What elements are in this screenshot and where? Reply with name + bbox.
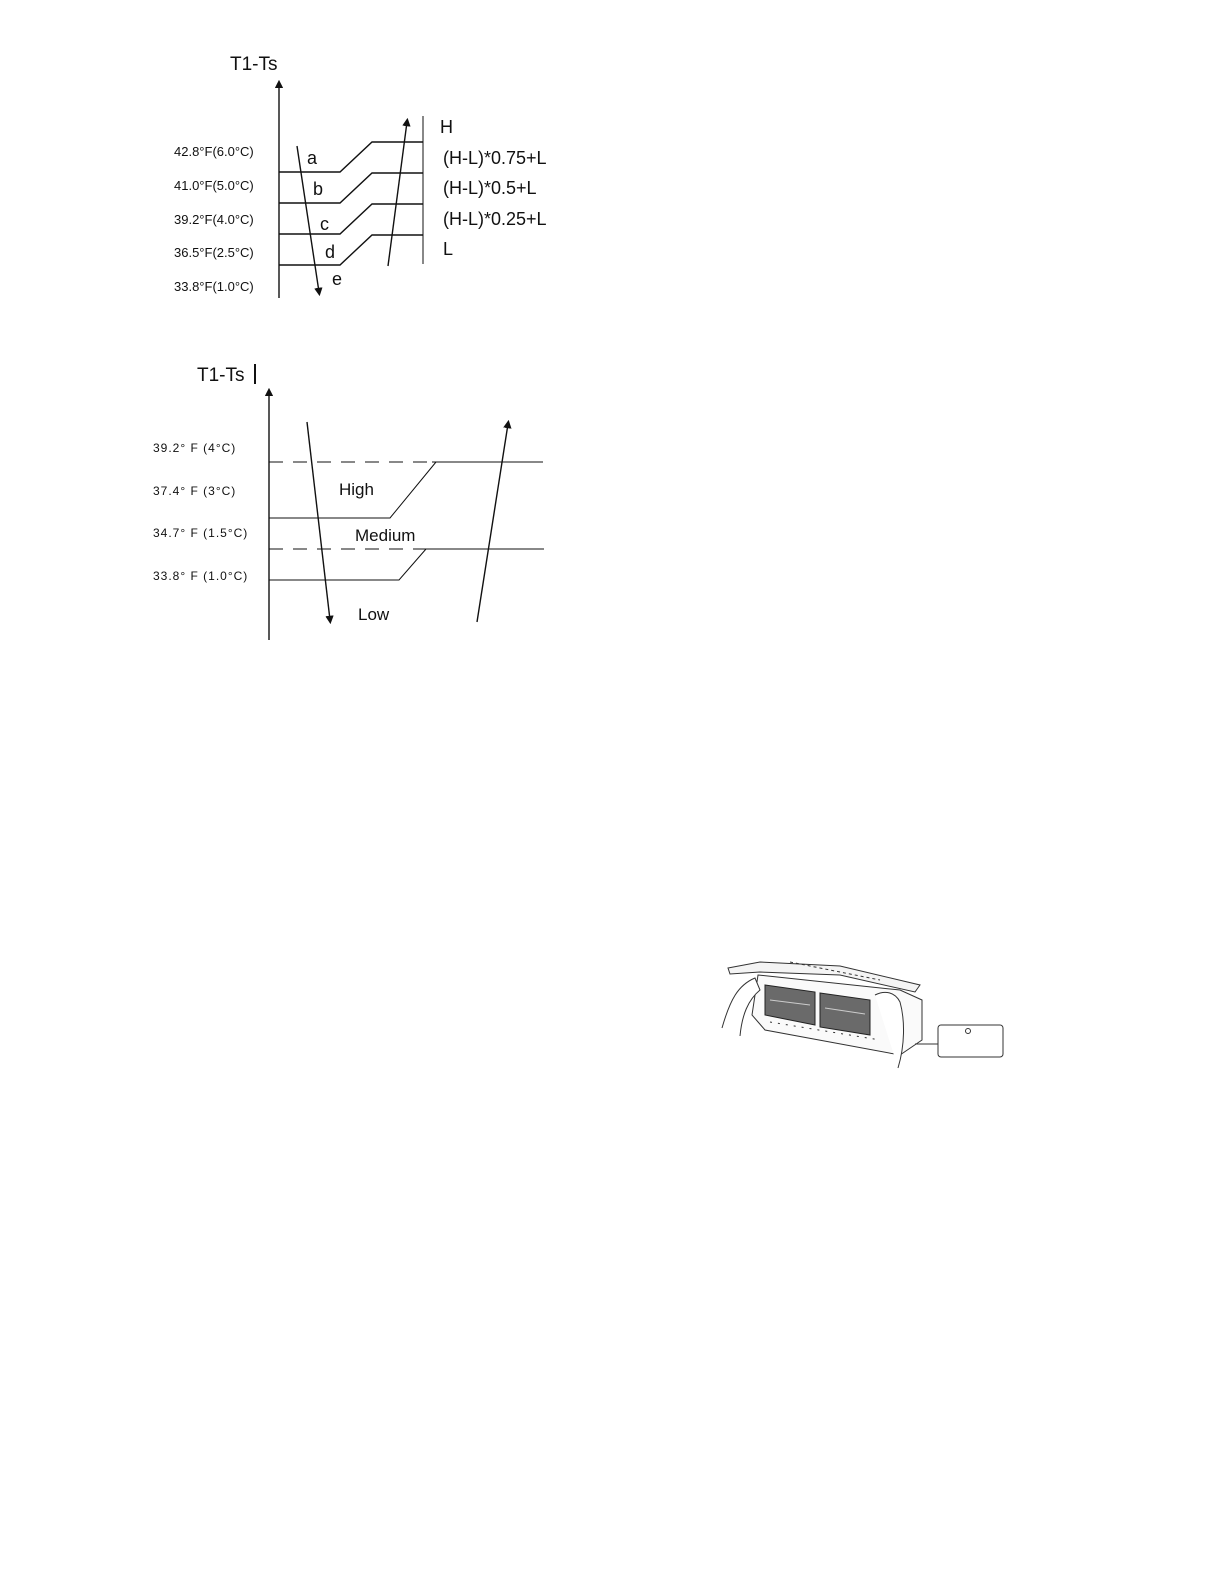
diagram1-threshold-line [279, 173, 423, 203]
diagram1-title: T1-Ts [230, 54, 278, 75]
indoor-unit-filter-illustration [722, 962, 1003, 1068]
diagram1-zone-label: e [332, 269, 343, 289]
diagram1-speed-label: H [440, 117, 453, 137]
diagram1-zone-label: c [320, 214, 329, 234]
diagram2-zone-label: High [339, 480, 374, 499]
diagram1-speed-label: (H-L)*0.75+L [443, 148, 547, 168]
diagram1-rising-arrow [388, 122, 407, 266]
diagram2-tick-label: 37.4° F (3°C) [153, 484, 237, 498]
diagram1-speed-label: L [443, 239, 454, 259]
diagram1-zone-label: b [313, 179, 324, 199]
diagram2-rising-arrow [477, 424, 508, 622]
diagram1-speed-label: (H-L)*0.25+L [443, 209, 547, 229]
diagram1-threshold-line [279, 204, 423, 234]
diagram1-threshold-line [279, 235, 423, 265]
diagram1-zone-label: a [307, 148, 318, 168]
diagram2-zone-label: Medium [355, 526, 416, 545]
diagram2-title: T1-Ts [197, 365, 245, 386]
diagram1-tick-label: 33.8°F(1.0°C) [174, 279, 254, 294]
fan-speed-diagram-1 [174, 54, 547, 298]
diagram1-tick-label: 36.5°F(2.5°C) [174, 245, 254, 260]
diagram2-step-line [269, 549, 426, 580]
diagram2-falling-arrow [307, 422, 330, 620]
diagram2-tick-label: 33.8° F (1.0°C) [153, 569, 249, 583]
diagram1-tick-label: 39.2°F(4.0°C) [174, 212, 254, 227]
fan-speed-diagram-2 [153, 364, 544, 640]
diagram1-speed-label: (H-L)*0.5+L [443, 178, 537, 198]
diagram2-tick-label: 34.7° F (1.5°C) [153, 526, 249, 540]
diagram1-tick-label: 42.8°F(6.0°C) [174, 144, 254, 159]
diagram1-tick-label: 41.0°F(5.0°C) [174, 178, 254, 193]
diagram1-zone-label: d [325, 242, 336, 262]
diagram2-zone-label: Low [358, 605, 390, 624]
diagram2-tick-label: 39.2° F (4°C) [153, 441, 237, 455]
